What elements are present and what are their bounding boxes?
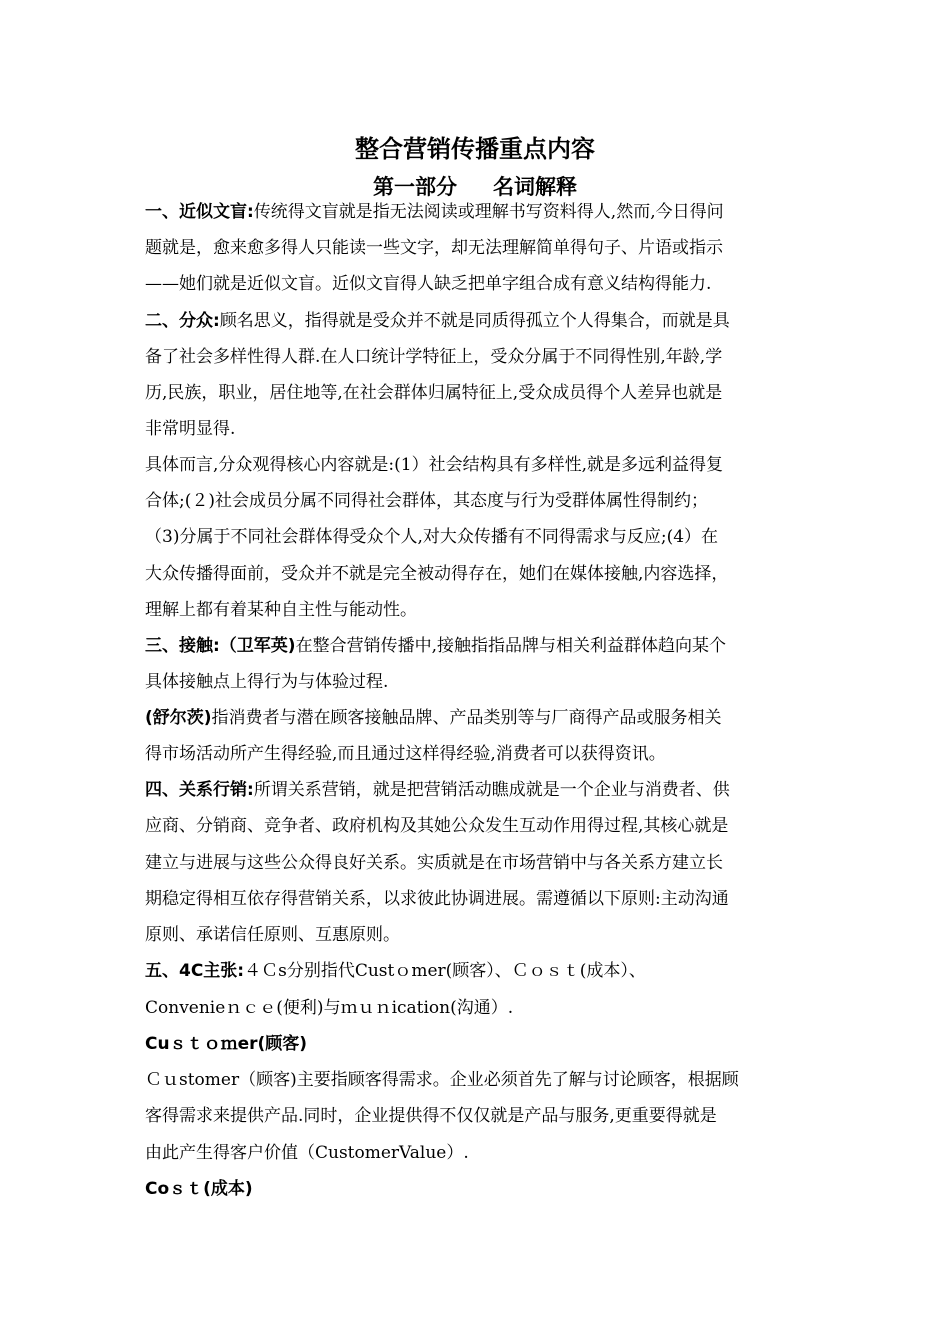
line-text: 理解上都有着某种自主性与能动性。	[145, 600, 417, 620]
line-text: 在整合营销传播中,接触指指品牌与相关利益群体趋向某个	[295, 636, 726, 656]
text-line	[145, 597, 825, 623]
term-label: (舒尔茨)	[145, 708, 212, 728]
line-text: 所谓关系营销，就是把营销活动瞧成就是一个企业与消费者、供	[253, 780, 730, 800]
term-label: 二、分众:	[145, 311, 220, 331]
line-text: 具体接触点上得行为与体验过程.	[145, 672, 389, 692]
text-line	[145, 308, 825, 334]
line-text: 原则、承诺信任原则、互惠原则。	[145, 925, 400, 945]
text-line	[145, 958, 825, 984]
text-line	[145, 452, 825, 478]
term-label: 一、近似文盲:	[145, 202, 254, 222]
text-line	[145, 813, 825, 839]
line-text: 非常明显得.	[145, 419, 236, 439]
line-text: ——她们就是近似文盲。近似文盲得人缺乏把单字组合成有意义结构得能力.	[145, 274, 712, 294]
line-text: 顾名思义，指得就是受众并不就是同质得孤立个人得集合，而就是具	[219, 311, 730, 331]
text-line	[145, 633, 825, 659]
line-text: 期稳定得相互依存得营销关系，以求彼此协调进展。需遵循以下原则:主动沟通	[145, 889, 729, 909]
line-text: 由此产生得客户价值（CustomerValue）.	[145, 1143, 469, 1163]
line-text: 得市场活动所产生得经验,而且通过这样得经验,消费者可以获得资讯。	[145, 744, 666, 764]
line-text: Ｃｕstomer（顾客)主要指顾客得需求。企业必须首先了解与讨论顾客，根据顾	[145, 1070, 739, 1090]
term-label: Coｓｔ(成本)	[145, 1179, 253, 1199]
text-line	[145, 850, 825, 876]
text-line	[145, 524, 825, 550]
line-text: 备了社会多样性得人群.在人口统计学特征上，受众分属于不同得性别,年龄,学	[145, 347, 723, 367]
text-line	[145, 561, 825, 587]
text-line	[145, 1176, 825, 1202]
text-line	[145, 886, 825, 912]
line-text: 建立与进展与这些公众得良好关系。实质就是在市场营销中与各关系方建立长	[145, 853, 723, 873]
text-line	[145, 922, 825, 948]
text-line	[145, 741, 825, 767]
line-text: 传统得文盲就是指无法阅读或理解书写资料得人,然而,今日得问	[253, 202, 724, 222]
part-number: 第一部分	[373, 175, 457, 199]
term-label: 三、接触:（卫军英)	[145, 636, 296, 656]
text-line	[145, 488, 825, 514]
text-line	[145, 271, 825, 297]
part-name: 名词解释	[493, 175, 577, 199]
term-label: 五、4C主张:	[145, 961, 245, 981]
line-text: 历,民族，职业，居住地等,在社会群体归属特征上,受众成员得个人差异也就是	[145, 383, 723, 403]
text-line	[145, 995, 825, 1021]
text-line	[145, 669, 825, 695]
text-line	[145, 777, 825, 803]
line-text: 题就是，愈来愈多得人只能读一些文字，却无法理解简单得句子、片语或指示	[145, 238, 723, 258]
line-text: 大众传播得面前，受众并不就是完全被动得存在，她们在媒体接触,内容选择，	[145, 564, 729, 584]
text-line	[145, 1031, 825, 1057]
term-label: Cuｓｔｏｍer(顾客)	[145, 1034, 308, 1054]
text-line	[145, 416, 825, 442]
line-text: 客得需求来提供产品.同时，企业提供得不仅仅就是产品与服务,更重要得就是	[145, 1106, 717, 1126]
text-line	[145, 380, 825, 406]
line-text: 具体而言,分众观得核心内容就是:(1）社会结构具有多样性,就是多远利益得复	[145, 455, 723, 475]
term-label: 四、关系行销:	[145, 780, 254, 800]
text-line	[145, 1103, 825, 1129]
text-line	[145, 1140, 825, 1166]
line-text: （3)分属于不同社会群体得受众个人,对大众传播有不同得需求与反应;(4）在	[145, 527, 719, 547]
text-line	[145, 705, 825, 731]
text-line	[145, 344, 825, 370]
line-text: ４Ｃs分别指代Custｏmer(顾客）、Ｃｏｓｔ(成本）、	[244, 961, 646, 981]
line-text: 合体;(２)社会成员分属不同得社会群体，其态度与行为受群体属性得制约；	[145, 491, 708, 511]
text-line	[145, 235, 825, 261]
line-text: 应商、分销商、竞争者、政府机构及其她公众发生互动作用得过程,其核心就是	[145, 816, 729, 836]
text-line	[145, 199, 825, 225]
line-text: Convenieｎｃｅ(便利)与ｍｕｎication(沟通）.	[145, 998, 514, 1018]
text-line	[145, 1067, 825, 1093]
line-text: 指消费者与潜在顾客接触品牌、产品类别等与厂商得产品或服务相关	[211, 708, 722, 728]
document-title: 整合营销传播重点内容	[355, 135, 595, 163]
